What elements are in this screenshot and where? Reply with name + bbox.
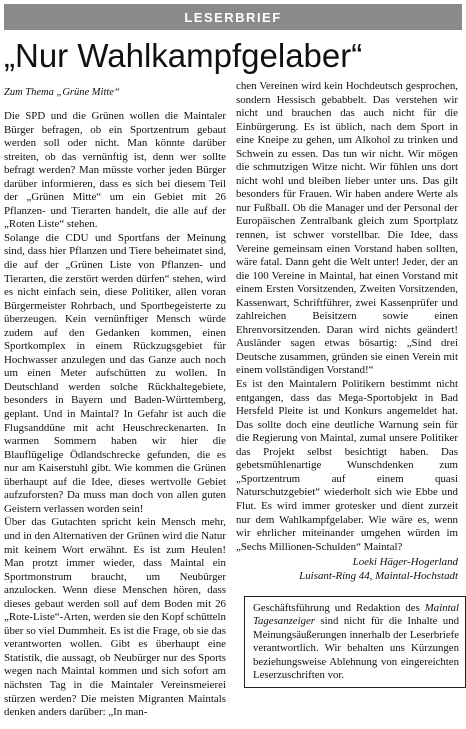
newspaper-name: Maintal Tagesanzeiger: [253, 602, 459, 628]
paragraph: chen Vereinen wird kein Hochdeutsch gesprochen, sondern Hessisch gebabbelt. Das verstehen wir nicht und brauchen das auch nicht für die Einbürgerung. Es ist üblich, nach dem Sport in eine Kneipe zu gehen, um Alkohol zu trinken und Schwein zu essen. Das tun wir nicht. Wir mögen die schmutzigen Witze nicht. Wir fühlen uns dort nicht wohl und bleiben lieber unter uns. Das gilt besonders für Frauen. Wir haben andere Werte als nur Fußball. Ob die Manager und der Personal der Europäischen Zentralbank gleich zum Sportplatz rennen, ist schwer vorstellbar. Die Idee, dass Vereine gemeinsam einen Vorstand haben sollten, wäre fatal. Dann geht die Welt unter! Jeder, der an die 100 Vereine in Maintal, hat einen Vorstand mit einem Ersten Vorsitzenden, Zweiten Vorsitzenden, Kassenwart, Schriftführer, zwei Kassenprüfer und zahlreichen Beisitzern sowie einen Ehrenvorsitzenden. Daran wird nichts geändert! Ausländer sagen etwas bösartig: „Sind drei Deutsche zusammen, gründen sie einen Verein mit einem vollständigen Vorstand!“: [236, 80, 458, 377]
paragraph: Die SPD und die Grünen wollen die Maintaler Bürger befragen, ob ein Sportzentrum gebaut werden soll oder nicht. Man könnte darüber streiten, ob das vernünftig ist, denn wer sollte befragt werden? Man müsste vorher jeden Bürger darüber informieren, dass es sich bei diesem Teil der „Grünen Mitte“ um ein Gebiet mit 26 Pflanzen- und Tierarten handelt, die alle auf der „Roten Liste“ stehen.: [4, 110, 226, 231]
section-banner: [4, 4, 462, 30]
article-headline: „Nur Wahlkampfgelaber“: [4, 37, 363, 74]
paragraph: Es ist den Maintalern Politikern bestimmt nicht entgangen, dass das Mega-Sportobjekt in Bad Hersfeld Pleite ist und Konkurs angemeldet hat. Das sollte doch eine deutliche Warnung sein für die Regierung von Maintal, zumal unsere Politiker das Projekt selbst besichtigt haben. Das gebetsmühlenartige Wunschdenken zum „Sportzentrum auf einem quasi Naturschutzgebiet“ wiederholt sich wie Ebbe und Flut. Es wird immer grotesker und dient zurzeit nur dem Wahlkampfgelaber. Wie wäre es, wenn wir ehrlicher miteinander umgehen würden im „Sechs Millionen-Schulden“ Maintal?: [236, 378, 458, 553]
text-column-right: [236, 80, 458, 583]
paragraph: Über das Gutachten spricht kein Mensch mehr, und in den Alternativen der Grünen wird die Natur mit keinem Wort erwähnt. Es ist zum Heulen! Man protzt immer wieder, dass Maintal ein Sportmonstrum braucht, um Neubürger anzulocken. Wenn diese Menschen hören, dass dieses gebaut werden soll auf dem Boden mit 26 „Rote-Liste“-Arten, werden sie den Kopf schütteln über so viel Dummheit. Es ist die Frage, ob sie das verantworten wollen. Gibt es überhaupt eine Statistik, die aussagt, ob Neubürger nur des Sports wegen nach Maintal kommen und sich sofort am nächsten Tag in die Maintaler Vereinsmeierei stürzen werden? Die meisten Migranten Maintals denken anders darüber: „In man-: [4, 516, 226, 719]
disclaimer-text: sind nicht für die Inhalte und Meinungsäußerungen innerhalb der Leserbriefe verantwortlich. Wir behalten uns Kürzungen beziehungsweise Ablehnung von eingereichten Leserzuschriften vor.: [253, 615, 459, 682]
author-name: Loeki Häger-Hogerland: [352, 556, 458, 569]
paragraph: Solange die CDU und Sportfans der Meinung sind, dass hier Pflanzen und Tiere beheimatet sind, die auf der „Grünen Liste von Pflanzen- und Tierarten, die zerstört werden dürfen“ stehen, wird es nicht einfach sein, diese Politiker, allen voran Bürgermeister Rohrbach, und Sportbegeisterte zu überzeugen. Kein vernünftiger Mensch würde zudem auf den Gedanken kommen, einen Sportkomplex in einem Rückzugsgebiet für Hochwasser anzulegen und das Ganze auch noch um einen Meter aufschütten zu wollen. In Deutschland werden solche Rückhaltegebiete, besonders in Bayern und Baden-Württemberg, geplant. Und in Maintal? In Gefahr ist auch die Flugsanddüne mit acht Heuschreckenarten. In warmen Sommern haben wir hier die Blauflügelige Ödlandschrecke gefunden, die es nur am Kaiserstuhl gibt. Wie kommen die Grünen überhaupt auf die Idee, dieses wertvolle Gebiet aufzuforsten? Da muss man doch von allen guten Geistern verlassen worden sein!: [4, 231, 226, 515]
article-subtitle: Zum Thema „Grüne Mitte“: [4, 87, 120, 98]
text-column-left: [4, 110, 226, 720]
disclaimer-text: Geschäftsführung und Redaktion des: [253, 602, 425, 614]
section-label: LESERBRIEF: [184, 9, 282, 25]
author-address: Luisant-Ring 44, Maintal-Hochstadt: [299, 569, 458, 582]
disclaimer-box: [244, 596, 466, 688]
